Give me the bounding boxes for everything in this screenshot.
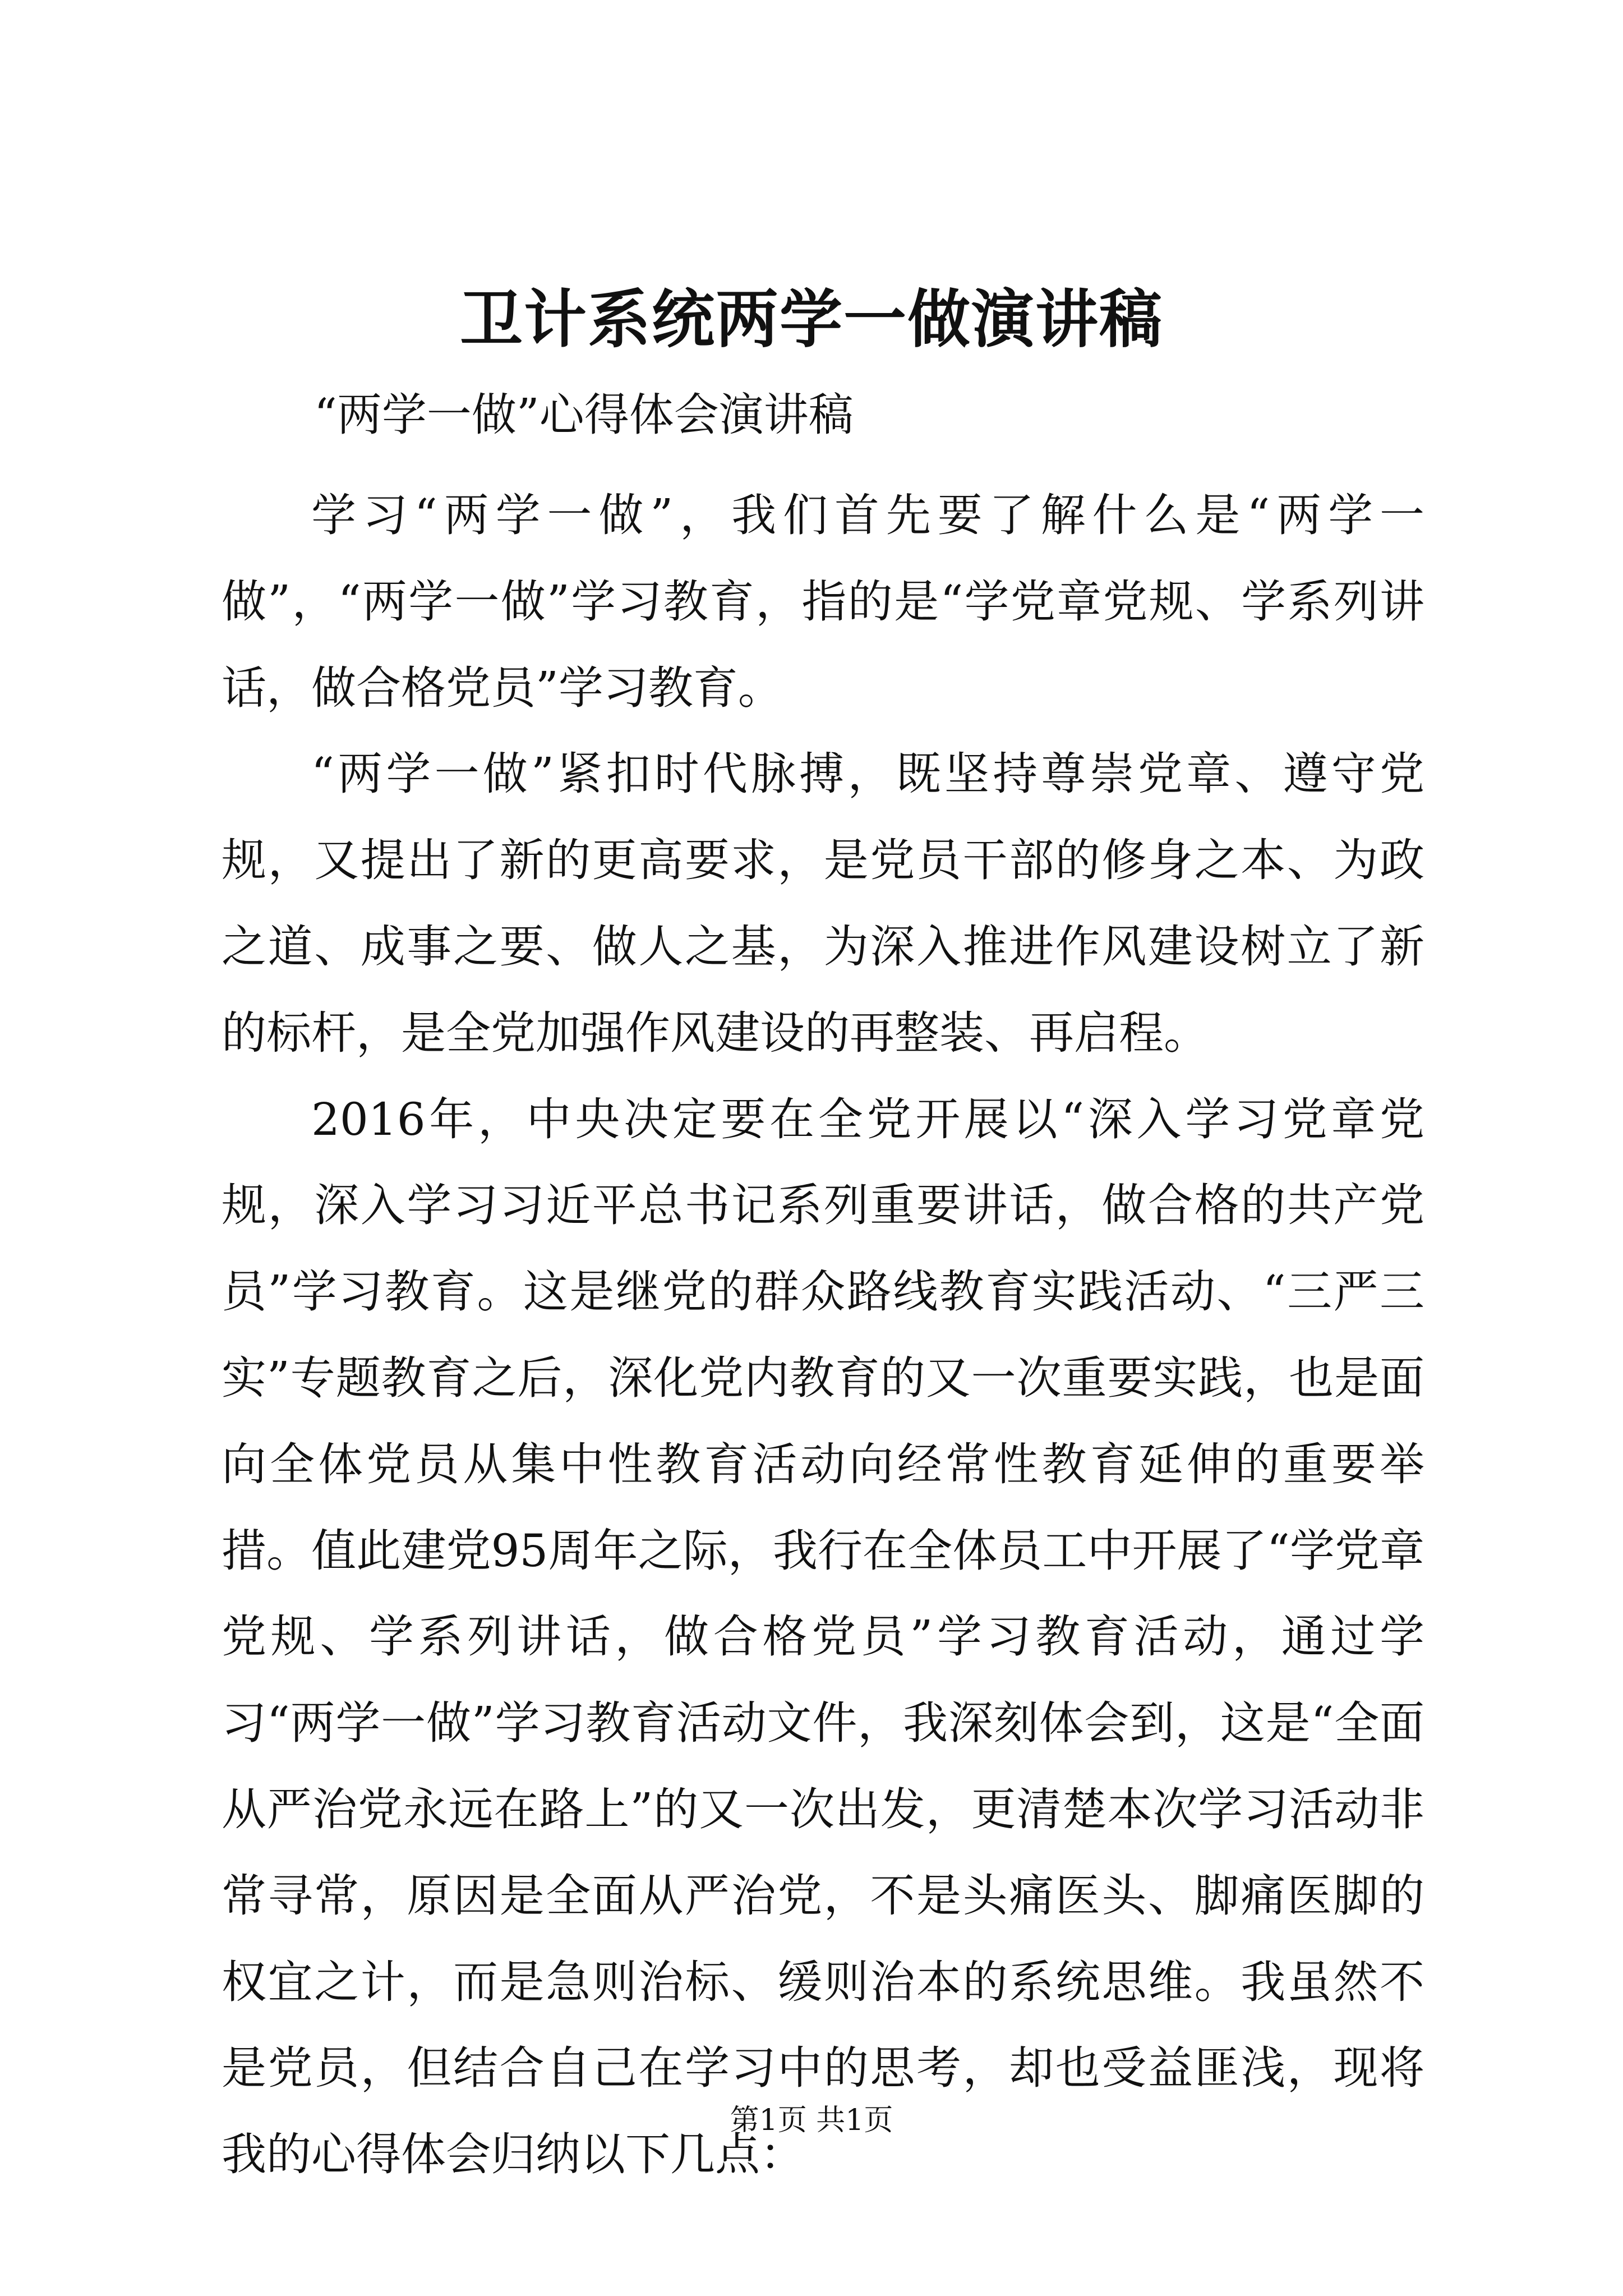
body-paragraph: “两学一做”紧扣时代脉搏，既坚持尊崇党章、遵守党规，又提出了新的更高要求，是党员干部的修身之本、为政之道、成事之要、做人之基，为深入推进作风建设树立了新的标杆，是全党加强作风建设的再整装、再启程。 [222, 748, 1424, 1059]
document-body [222, 472, 1424, 2198]
body-paragraph: 2016年，中央决定要在全党开展以“深入学习党章党规，深入学习习近平总书记系列重要讲话，做合格的共产党员”学习教育。这是继党的群众路线教育实践活动、“三严三实”专题教育之后，深化党内教育的又一次重要实践，也是面向全体党员从集中性教育活动向经常性教育延伸的重要举措。值此建党95周年之际，我行在全体员工中开展了“学党章党规、学系列讲话，做合格党员”学习教育活动，通过学习“两学一做”学习教育活动文件，我深刻体会到，这是“全面从严治党永远在路上”的又一次出发，更清楚本次学习活动非常寻常，原因是全面从严治党，不是头痛医头、脚痛医脚的权宜之计，而是急则治标、缓则治本的系统思维。我虽然不是党员，但结合自己在学习中的思考，却也受益匪浅，现将我的心得体会归纳以下几点： [222, 1093, 1424, 2181]
body-paragraph: 学习“两学一做”，我们首先要了解什么是“两学一做”，“两学一做”学习教育，指的是“学党章党规、学系列讲话，做合格党员”学习教育。 [222, 489, 1424, 714]
page-footer: 第1页 共1页 [730, 2104, 893, 2137]
document-title: 卫计系统两学一做演讲稿 [460, 283, 1163, 356]
document-subtitle: “两学一做”心得体会演讲稿 [314, 389, 854, 441]
